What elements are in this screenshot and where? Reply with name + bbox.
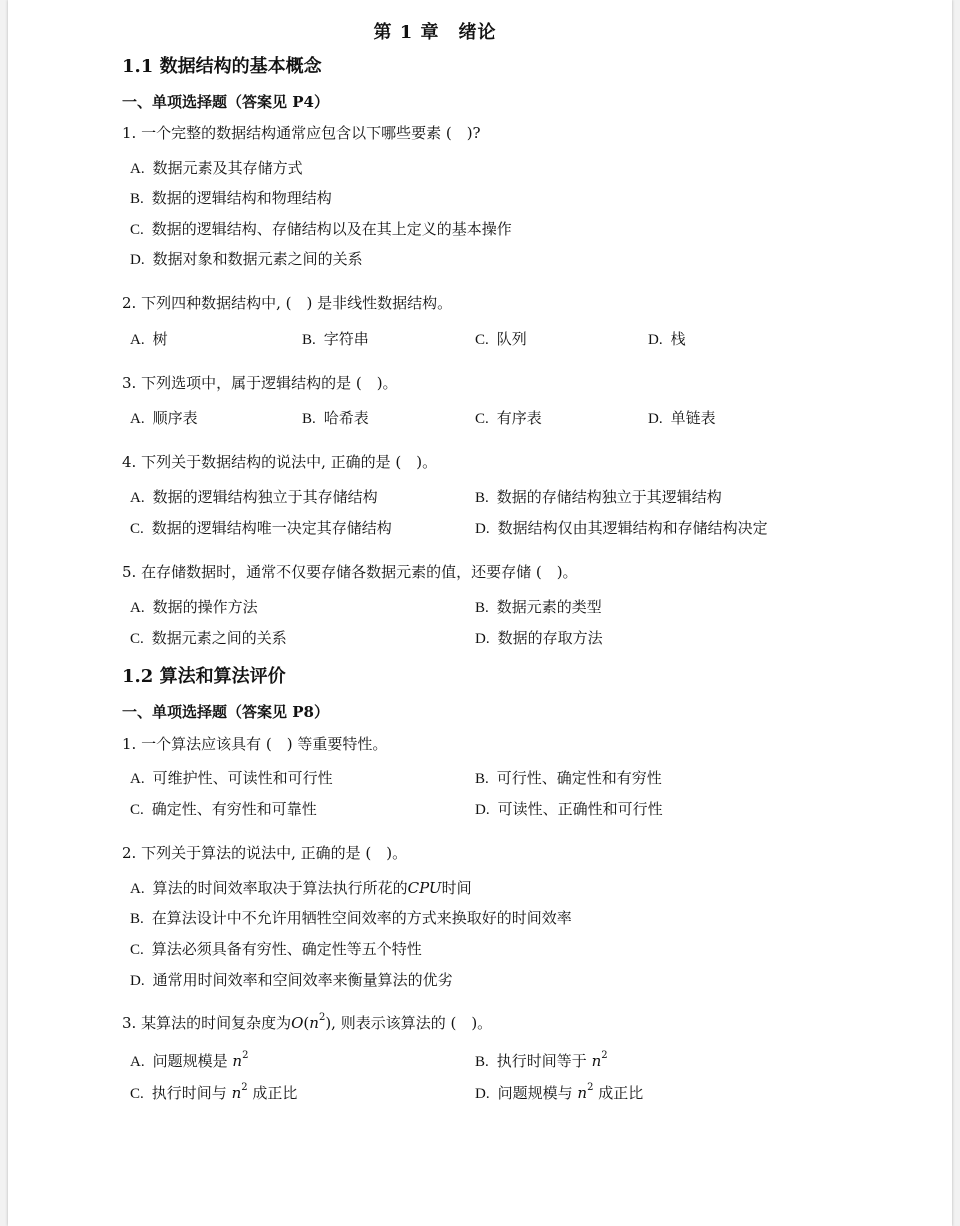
option-2-1-d: D. 可读性、正确性和可行性 [475,800,663,818]
question-type-heading-1: 一、单项选择题（答案见 P4） [122,93,329,111]
option-1-4-d: D. 数据结构仅由其逻辑结构和存储结构决定 [475,519,768,537]
question-1-4: 4. 下列关于数据结构的说法中, 正确的是 ( )。 [122,453,438,471]
option-1-5-c: C. 数据元素之间的关系 [130,629,287,647]
option-1-4-a: A. 数据的逻辑结构独立于其存储结构 [130,488,378,506]
section-title-1-2: 1.2 算法和算法评价 [122,666,286,687]
option-1-2-c: C. 队列 [475,330,527,348]
big-o: O [291,1014,304,1032]
option-1-5-d: D. 数据的存取方法 [475,629,603,647]
question-1-5: 5. 在存储数据时，通常不仅要存储各数据元素的值，还要存储 ( )。 [122,563,578,581]
question-2-2: 2. 下列关于算法的说法中, 正确的是 ( )。 [122,844,408,862]
option-1-3-a: A. 顺序表 [130,409,198,427]
option-2-1-a: A. 可维护性、可读性和可行性 [130,769,333,787]
question-1-1: 1. 一个完整的数据结构通常应包含以下哪些要素 ( )? [122,124,481,142]
option-1-4-c: C. 数据的逻辑结构唯一决定其存储结构 [130,519,392,537]
option-1-1-d: D. 数据对象和数据元素之间的关系 [130,250,363,268]
option-1-4-b: B. 数据的存储结构独立于其逻辑结构 [475,488,722,506]
section-title-1-1: 1.1 数据结构的基本概念 [122,56,322,77]
option-2-3-a: A. 问题规模是 $n^2$ [130,1050,249,1070]
question-1-2: 2. 下列四种数据结构中, ( ) 是非线性数据结构。 [122,294,453,312]
option-2-3-d: D. 问题规模与 $n^2$ 成正比 [475,1082,644,1102]
option-1-1-c: C. 数据的逻辑结构、存储结构以及在其上定义的基本操作 [130,220,512,238]
option-1-3-d: D. 单链表 [648,409,716,427]
option-1-1-a: A. 数据元素及其存储方式 [130,159,303,177]
option-1-2-b: B. 字符串 [302,330,369,348]
option-2-3-b: B. 执行时间等于 $n^2$ [475,1050,608,1070]
question-2-1: 1. 一个算法应该具有 ( ) 等重要特性。 [122,735,388,753]
option-2-2-d: D. 通常用时间效率和空间效率来衡量算法的优劣 [130,971,453,989]
option-1-3-c: C. 有序表 [475,409,542,427]
document-page [8,0,952,1226]
cpu-term: CPU [407,879,442,897]
option-1-5-b: B. 数据元素的类型 [475,598,602,616]
question-1-3: 3. 下列选项中，属于逻辑结构的是 ( )。 [122,374,398,392]
chapter-title: 第 1 章 绪论 [373,22,497,43]
option-1-2-a: A. 树 [130,330,168,348]
option-1-1-b: B. 数据的逻辑结构和物理结构 [130,189,332,207]
option-2-2-c: C. 算法必须具备有穷性、确定性等五个特性 [130,940,422,958]
option-2-1-c: C. 确定性、有穷性和可靠性 [130,800,317,818]
option-1-2-d: D. 栈 [648,330,686,348]
option-1-5-a: A. 数据的操作方法 [130,598,258,616]
option-2-1-b: B. 可行性、确定性和有穷性 [475,769,662,787]
option-2-3-c: C. 执行时间与 $n^2$ 成正比 [130,1082,298,1102]
option-2-2-b: B. 在算法设计中不允许用牺牲空间效率的方式来换取好的时间效率 [130,909,572,927]
option-1-3-b: B. 哈希表 [302,409,369,427]
question-2-3: 3. 某算法的时间复杂度为$O(n^2)$, 则表示该算法的 ( )。 [122,1012,493,1032]
option-2-2-a: A. 算法的时间效率取决于算法执行所花的CPU时间 [130,879,472,897]
question-type-heading-2: 一、单项选择题（答案见 P8） [122,703,329,721]
